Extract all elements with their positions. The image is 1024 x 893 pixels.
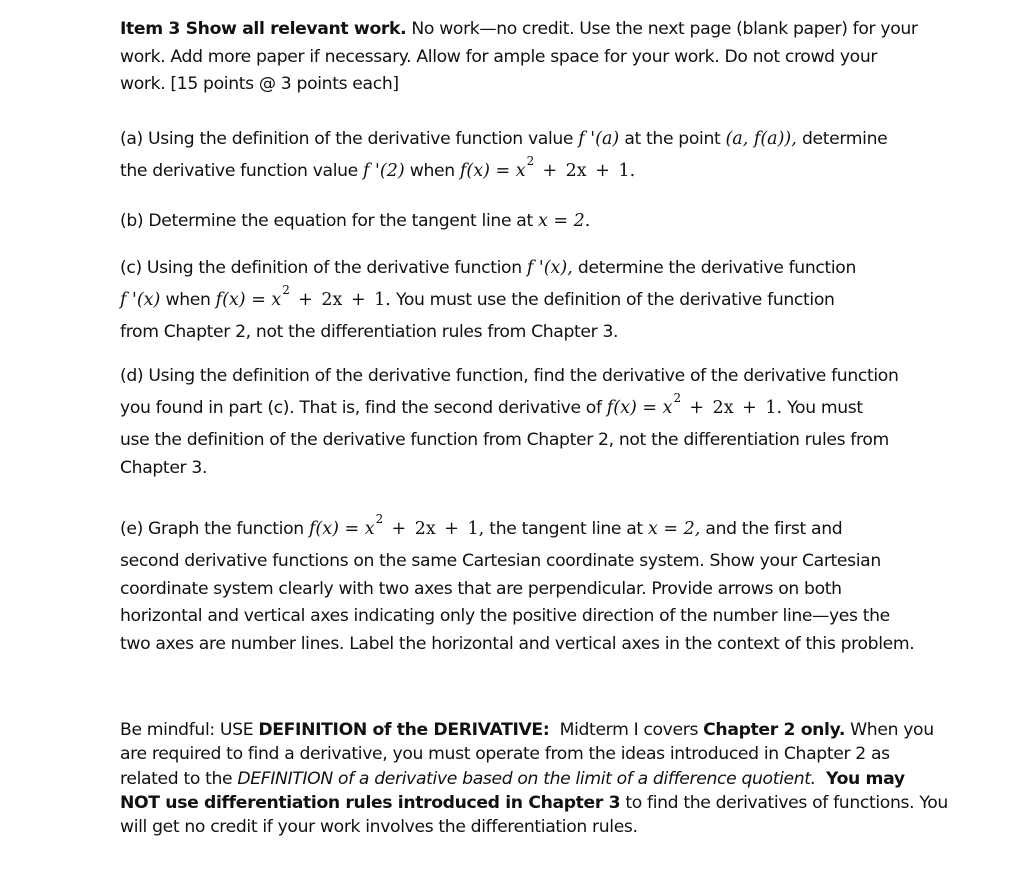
math-expression: f(x) = x — [215, 290, 282, 310]
part-e-line-5: two axes are number lines. Label the horizontal and vertical axes in the context of this problem. — [120, 633, 915, 654]
part-c-line-3: from Chapter 2, not the differentiation rules from Chapter 3. — [120, 322, 619, 342]
part-d-line-3: use the definition of the derivative function from Chapter 2, not the differentiation rules from — [120, 430, 889, 450]
mindful-line-4: NOT use differentiation rules introduced in Chapter 3 to find the derivatives of functions. You — [120, 792, 948, 813]
part-a-paragraph — [120, 126, 910, 191]
part-c-line-2: f '(x) when $f(x) = x^2 + 2x + 1$. You must use the definition of the derivative function — [120, 283, 835, 310]
exponent: 2 — [673, 391, 681, 405]
math-expression: + 2x + 1. — [680, 398, 783, 418]
math-expression: + 2x + 1, — [382, 519, 485, 539]
math-expression: + 2x + 1. — [533, 161, 636, 181]
part-d-line-1: (d) Using the definition of the derivative function, find the derivative of the derivative function — [120, 365, 899, 386]
be-mindful-note — [120, 718, 948, 839]
part-e-line-4: horizontal and vertical axes indicating only the positive direction of the number line—yes the — [120, 606, 890, 626]
math-expression: f '(x), — [526, 257, 573, 278]
math-expression: + 2x + 1. — [289, 290, 391, 310]
math-expression: f '(a) — [578, 128, 620, 149]
header-line-3: work. [15 points @ 3 points each] — [120, 74, 399, 94]
part-e-line-1: (e) Graph the function $f(x) = x^2 + 2x + 1$, the tangent line at x = 2, and the first and — [120, 512, 843, 539]
math-expression: f(x) = x — [459, 161, 526, 181]
math-expression: f '(x) — [120, 290, 161, 310]
part-d-paragraph — [120, 363, 910, 483]
part-e-line-3: coordinate system clearly with two axes that are perpendicular. Provide arrows on both — [120, 578, 842, 599]
part-b-line-1: (b) Determine the equation for the tangent line at x = 2. — [120, 211, 591, 231]
math-expression: x = 2, — [647, 519, 701, 539]
math-expression: f '(2) — [363, 161, 405, 181]
exponent: 2 — [375, 512, 383, 526]
part-c-line-1: (c) Using the definition of the derivative function f '(x), determine the derivative function — [120, 257, 857, 278]
part-b-paragraph — [120, 208, 910, 236]
math-expression: (a, f(a)), — [725, 128, 797, 149]
header-line-2: work. Add more paper if necessary. Allow for ample space for your work. Do not crowd your — [120, 46, 878, 67]
part-e-paragraph — [120, 511, 915, 658]
math-expression: f(x) = x — [308, 519, 375, 539]
mindful-line-5: will get no credit if your work involves the differentiation rules. — [120, 817, 638, 838]
part-a-line-1: (a) Using the definition of the derivative function value f '(a) at the point (a, f(a)), determine — [120, 128, 888, 149]
exponent: 2 — [282, 283, 290, 297]
part-a-line-2: the derivative function value f '(2) when $f(x) = x^2 + 2x + 1$. — [120, 154, 636, 181]
mindful-line-3: related to the DEFINITION of a derivative based on the limit of a difference quotient. You may — [120, 768, 905, 789]
math-expression: x = 2. — [537, 211, 591, 231]
part-d-line-2: you found in part (c). That is, find the second derivative of $f(x) = x^2 + 2x + 1$. You must — [120, 391, 863, 418]
math-expression: f(x) = x — [606, 398, 673, 418]
part-c-paragraph — [120, 255, 910, 347]
item-header-paragraph — [120, 16, 918, 99]
mindful-line-1: Be mindful: USE DEFINITION of the DERIVATIVE: Midterm I covers Chapter 2 only. When you — [120, 720, 934, 740]
part-d-line-4: Chapter 3. — [120, 457, 208, 478]
mindful-line-2: are required to find a derivative, you must operate from the ideas introduced in Chapter 2 as — [120, 744, 890, 765]
item-title: Item 3 Show all relevant work. — [120, 19, 407, 39]
part-e-line-2: second derivative functions on the same Cartesian coordinate system. Show your Cartesian — [120, 551, 881, 571]
header-line-1: Item 3 Show all relevant work. No work—no credit. Use the next page (blank paper) for your — [120, 19, 918, 39]
document-page — [120, 16, 948, 839]
exponent: 2 — [526, 154, 534, 168]
